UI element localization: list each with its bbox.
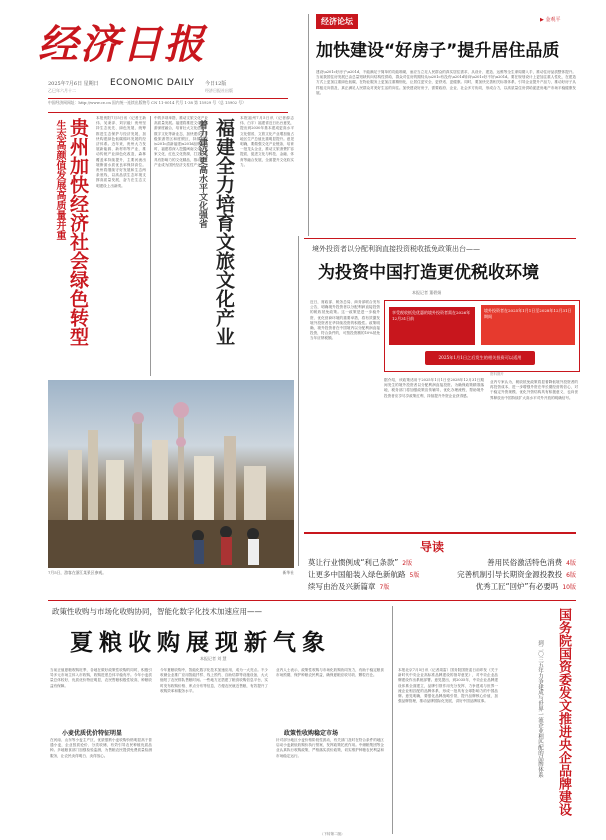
page-footer: （下转第二版） (320, 832, 345, 836)
tax-byline: 本报记者 董碧娟 (412, 290, 442, 295)
right-article-body: 本报北京7月5日讯（记者周雷）国务院国资委日前印发《关于新时代中央企业高标准品牌建设的指导意见》，对中央企业品牌建设作出系统部署。意见提出，到2035年，中央企业品牌建设体系全面建立，品牌引领作用充分发挥，力争建成与世界一流企业相匹配的品牌体系，形成一批具有全球影响力的中国品牌。意见明确，要强化品牌战略引领，提升品牌核心价值，加强品牌管理，推动品牌国际化发展，讲好中国品牌故事。 (398, 668, 498, 704)
vertical-divider (298, 236, 299, 566)
left-divider (150, 116, 151, 376)
right-vertical-title: 国务院国资委发文推进央企品牌建设 (556, 608, 571, 816)
mid-article-title: 福建全力培育文旅文化产业 (213, 118, 235, 346)
bottom-body-5: 针对部分地区小麦价格阶段性波动，有关部门及时在符合条件的地区启动小麦最低收购价执行预案，发挥政策托底作用。中储粮集团等企业认真执行收购政策，严格落实质价政策，切实维护种粮农民利益和市场稳定运行。 (276, 738, 384, 758)
tax-body-right: 业内专家认为，税收抵免政策将显著降低境外投资者的再投资成本，进一步增强外资在华长期经营的信心，对于稳定外资规模、优化外资结构具有积极意义，也向世界释放出中国持续扩大高水平对外开放的明确信号。 (490, 380, 578, 400)
tax-image-caption: 资料图片 (490, 372, 504, 376)
right-vertical-subtitle: 到二〇三五年力争建成与世界一流企业相匹配的品牌体系 (537, 640, 543, 778)
tax-callout (384, 300, 580, 372)
mid-article-subtitle: 着力建设更高水平文化强省 (197, 120, 207, 228)
guide-row (308, 580, 576, 592)
tax-body-left: 近日，财政部、税务总局、商务部联合发布公告，明确境外投资者以分配利润直接投资的税收抵免政策。这一政策是进一步稳外资、优化营商环境的重要举措，将有效激发境外投资者在华持续投资的积极性。政策明确，境外投资者在中国境内以分配利润直接投资，符合条件的，可按投资额的10%抵免当年应纳税额。 (310, 300, 380, 341)
guide-item-text: 善用民俗激活特色消费 (487, 557, 563, 567)
guide-item-page: 6版 (566, 571, 576, 579)
left-article-subtitle: 生态高颜值发展高质量并重 (54, 120, 65, 240)
left-article-body: 本报贵阳7月5日讯（记者王新伟、吴秉泽、刘宗毅）贵州坚持生态优先、绿色发展，统筹推进生态保护与经济发展，加快构建绿色低碳循环发展的经济体系。近年来，贵州大力发展新能源、新材料等产业，推动传统产业绿色化改造，森林覆盖率持续提升，主要河流出境断面水质优良率保持高位。贵州将继续守好发展和生态两条底线，以高品质生态环境支撑高质量发展，奋力在生态文明建设上出新绩。 (96, 116, 146, 188)
tax-body-mid: 据介绍，该政策适用于2025年1月1日至2028年12月31日期间发生的境外投资者以分配利润直接投资。为确保政策精准落地，税务部门将加强政策宣传辅导，优化办理流程，帮助境外投资者应享尽享政策红利，持续提升外资企业获得感。 (384, 378, 484, 398)
guide-row (308, 568, 576, 580)
guide-top-rule (304, 532, 576, 534)
left-article-title: 贵州加快经济社会绿色转型 (67, 118, 89, 346)
guide-item-page: 2版 (402, 559, 413, 567)
right-article-lead: 本报北京7月5日讯（记者周雷）国务院国资委日前印发《关于新时代中央企业高标准品牌建设的指导意见》 (398, 668, 498, 678)
guide-item-text: 莫让行业惯例成“利己条款” (308, 557, 399, 567)
bottom-subhead-1: 小麦优质优价特征明显 (62, 730, 123, 737)
guide-item-page: 4版 (566, 559, 576, 567)
news-photo (48, 380, 294, 568)
callout-box-left: 享受税收抵免优惠的境外投资者需在2026年12月31日前 (389, 307, 475, 345)
guide-item-text: 完善机制引导长期资金源投教投 (457, 569, 563, 579)
column-ribbon: ▶ 金观平 (540, 17, 561, 23)
guide-item[interactable] (487, 557, 576, 568)
mid-article-body-right: 本报福州7月5日讯（记者薛志伟、白宇）福建省近日出台意见，提出到2030年基本建成更高水平文化强省，文旅文化产业增加值占地区生产总值比重明显提升。意见明确，要做强文化产业链条，培育一批龙头企业，推动文旅消费扩容提质，促进文化与科技、金融、体育等融合发展，全面提升文化软实力。 (240, 116, 294, 167)
guide-title: 导读 (420, 540, 445, 554)
code-line: 中国经济网网址：http://www.ce.cn 国内统一连续出版物号 CN 11-0014 代号 1-38 第 15929 号（总 15902 号） (48, 100, 246, 105)
masthead-english: ECONOMIC DAILY (110, 78, 195, 88)
tax-top-rule (304, 238, 576, 239)
guide-item-text: 续写由治及兴新篇章 (308, 581, 376, 591)
guide-item-text: 优秀工匠“回炉”有必要吗 (475, 581, 559, 591)
bottom-body-3: 今年夏粮收购中，智能化数字化技术加速应用，成为一大亮点。不少收储企业推广应用智能扦样、线上预约、自助结算等设施设备，大大缩短了农民排队售粮时间。一些地方还搭建了粮食收购信息平台，实时发布收购价格、库点分布等信息，方便农民就近售粮，有效提升了收购效率和服务水平。 (160, 668, 268, 693)
date-line: 2025年7月6日 星期日 (48, 81, 99, 87)
bottom-title: 夏粮收购展现新气象 (70, 630, 331, 656)
masthead-logo (38, 14, 206, 76)
bottom-subhead-2: 政策性收购稳定市场 (284, 730, 339, 737)
guide-item[interactable] (457, 569, 576, 580)
photo-credit: 新华社 (282, 570, 294, 575)
masthead-logo-text: 经济日报 (38, 21, 206, 68)
column-divider (308, 14, 309, 236)
photo-caption-text: 7月5日，游客在浙江某景区参观。 (48, 570, 106, 575)
masthead-rule (48, 98, 288, 99)
left-article-lead: 本报贵阳7月5日讯（记者王新伟、吴秉泽、刘宗毅） (96, 116, 146, 126)
column-tag: 经济论坛 (316, 14, 358, 29)
right-divider (392, 606, 393, 834)
city-model-illustration (48, 380, 294, 568)
bottom-body-2: 在河南、山东等小麦主产区，优质强筋小麦收购价格明显高于普通小麦，企业按质论价、分类收储，有效引导农民种植优质品种。多地粮食部门加强检验监测，为售粮农民提供免费质量检测服务，让农民卖得明白、卖得放心。 (50, 738, 152, 758)
mid-article-lead: 本报福州7月5日讯（记者薛志伟、白宇） (240, 116, 294, 126)
lunar-date: 乙巳年六月十二 (48, 88, 76, 93)
photo-caption (48, 570, 294, 576)
bottom-byline: 本报记者 刘 慧 (200, 656, 227, 661)
tax-title: 为投资中国打造更优税收环境 (318, 263, 539, 283)
guide-item-page: 10版 (562, 583, 576, 591)
guide-item-page: 7版 (379, 583, 390, 591)
issue-count: 今日12版 (205, 81, 227, 87)
guide-item-page: 5版 (409, 571, 420, 579)
section-rule (48, 112, 288, 113)
column-title: 加快建设“好房子”提升居住品质 (316, 41, 560, 61)
guide-item[interactable] (476, 581, 576, 592)
bottom-top-rule (48, 600, 576, 601)
guide-item[interactable] (308, 569, 419, 580)
guide-list (308, 556, 576, 592)
callout-box-bottom: 2025年1月1日之后发生的相关投资可以适用 (425, 351, 535, 365)
mid-article-body-left: 中的多项举措，推动文旅文化产业高质量发展。福建将推进文化和旅游深度融合，培育壮大文化创意、数字文化等新业态，加快建设世界级旅游景区和度假区，持续擦亮\u201c清新福建\u201d品牌。同时，福建将深入挖掘闽南文化、客家文化、红色文化资源，打造一批具有影响力的文化精品，推动文化产业成为国民经济支柱性产业。 (154, 116, 208, 167)
bottom-body-4: 业内人士表示，政策性收购与市场化收购协同发力，有助于稳定粮食市场预期，保护种粮农民利益，确保夏粮应收尽收、颗粒归仓。 (276, 668, 384, 678)
column-ribbon-text: 金观平 (545, 17, 561, 23)
guide-row (308, 556, 576, 568)
callout-box-right: 境外投资者在2025年1月1日至2028年12月31日期间 (481, 305, 575, 345)
guide-item-text: 让更多中国船装入绿色新航路 (308, 569, 406, 579)
bottom-kicker: 政策性收购与市场化收购协同，智能化数字化技术加速应用—— (52, 607, 262, 616)
tax-kicker: 境外投资者以分配利润直接投资税收抵免政策出台—— (312, 245, 480, 253)
publisher: 经济日报社出版 (205, 88, 233, 93)
bottom-body-1: 当前正值夏粮收购旺季，各地在做好政策性收购的同时，积极引导多元市场主体入市收购，收购进度总体平稳有序。今年小麦质量总体较好，优质优价特征明显，农民售粮积极性较高，种粮收益有保障。 (50, 668, 152, 688)
column-body: 建设\u201c好房子\u201d，不能满足于简单的功能堆砌，而应当立足人民群众的真实居住需求，从设计、建造、运维等全生命周期入手，推动住房品质整体提升。当前我国住房发展已由总量短缺转向结构性供给，群众对住房的期待从\u201c有没有\u201d转向\u201c好不好\u201d。要在规划设计上更加注重人性化，在建造方式上更加注重绿色低碳，在物业服务上更加注重精细化，让居住更安全、更舒适、更健康。同时，要加快完善相关标准体系，引导企业提升产品力，推动好房子从样板走向普及，真正满足人民群众对美好生活的向往。加快建设好房子，需要政府、企业、社会多方协同，形成合力，以高质量住房供给促进房地产市场平稳健康发展。 (316, 70, 576, 95)
guide-item[interactable] (308, 557, 412, 568)
guide-item[interactable] (308, 581, 389, 592)
